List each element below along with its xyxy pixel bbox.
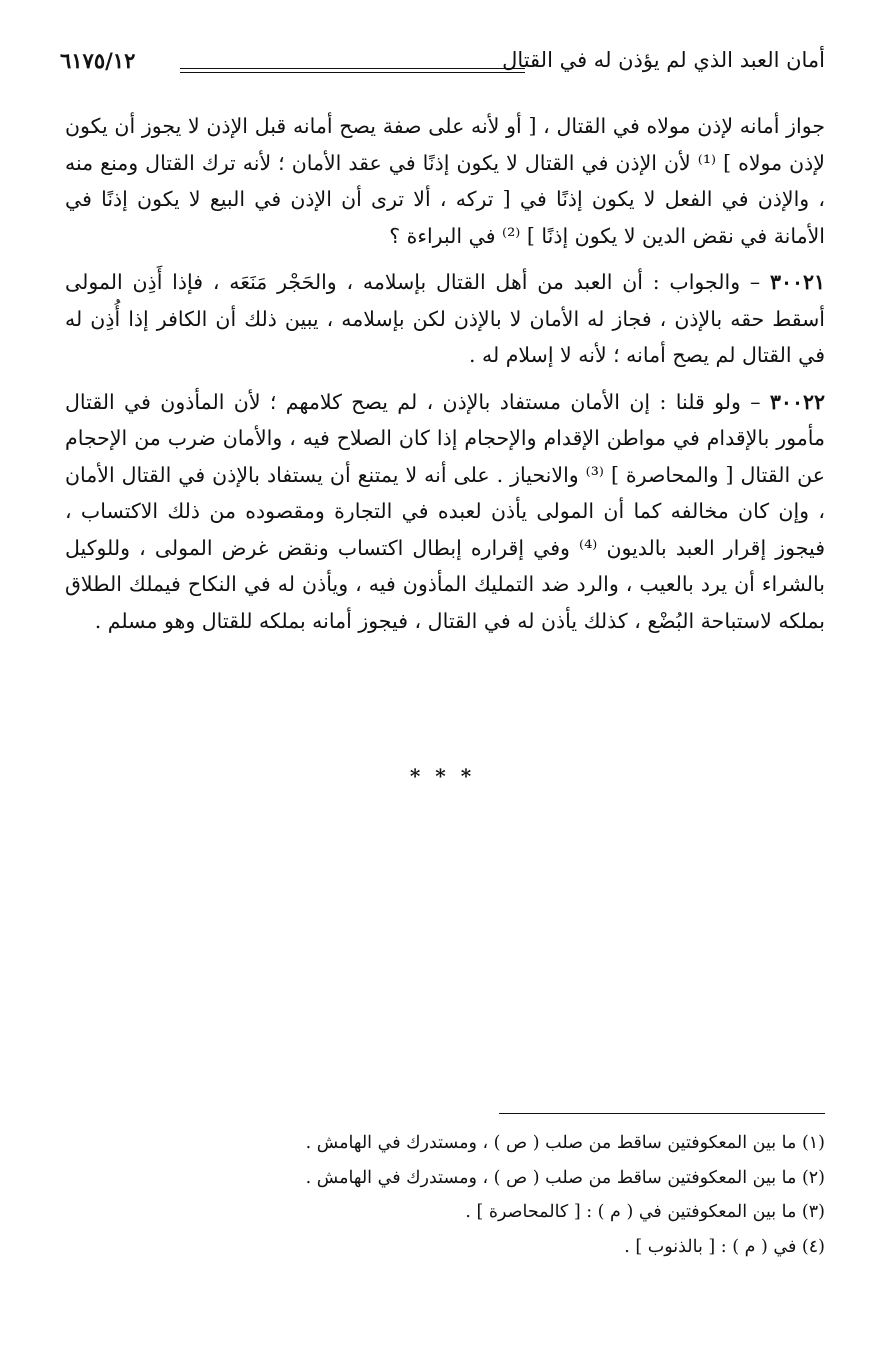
footnote: (٢) ما بين المعكوفتين ساقط من صلب ( ص ) ، ومستدرك في الهامش . [305,1167,825,1188]
section-separator: * * * [409,764,476,788]
paragraph [65,384,825,640]
main-text [65,108,825,649]
footnote: (٣) ما بين المعكوفتين في ( م ) : [ كالمحاصرة ] . [465,1202,825,1222]
paragraph-text: جواز أمانه لإذن مولاه في القتال ، [ أو لأنه على صفة يصح أمانه قبل الإذن لا يجوز أن يكون لإذن مولاه ] ⁽¹⁾ لأن الإذن في القتال لا يكون إذنًا في عقد الأمان ؛ لأنه ترك القتال ومنع منه ، والإذن في الفعل لا يكون إذنًا في [ تركه ، ألا ترى أن الإذن في البيع لا يكون إذنًا في الأمانة في نقض الدين لا يكون إذنًا ] ⁽²⁾ في البراءة ؟ [65,114,825,248]
page-number: ٦١٧٥/١٢ [60,48,136,73]
running-header [60,46,825,86]
footnotes [65,1126,825,1264]
paragraph [65,108,825,254]
paragraph-text: – ولو قلنا : إن الأمان مستفاد بالإذن ، لم يصح كلامهم ؛ لأن المأذون في القتال مأمور بالإقدام في مواطن الإقدام والإحجام إذا كان الصلاح فيه ، والأمان ضرب من الإحجام عن القتال [ والمحاصرة ] ⁽³⁾ والانحياز . على أنه لا يمتنع أن يستفاد بالإذن في القتال الأمان ، وإن كان مخالفه كما أن المولى يأذن لعبده في التجارة ومقصوده من ذلك الاكتساب ، فيجوز إقرار العبد بالديون ⁽⁴⁾ وفي إقراره إبطال اكتساب ونقض غرض المولى ، وللوكيل بالشراء أن يرد بالعيب ، والرد ضد التمليك المأذون فيه ، ويأذن له في النكاح فيملك الطلاق بملكه لاستباحة البُضْع ، كذلك يأذن له في القتال ، فيجوز أمانه بملكه للقتال وهو مسلم . [65,389,826,633]
paragraph-number: ٣٠٠٢٢ [769,389,825,414]
footnote: (٤) في ( م ) : [ بالذنوب ] . [624,1236,825,1257]
paragraph-number: ٣٠٠٢١ [769,270,825,294]
footnote: (١) ما بين المعكوفتين ساقط من صلب ( ص ) ، ومستدرك في الهامش . [305,1133,825,1153]
footnote-rule [499,1113,825,1114]
paragraph [65,264,825,374]
header-title: أمان العبد الذي لم يؤذن له في القتال [502,48,825,72]
header-rule [180,68,525,73]
paragraph-text: – والجواب : أن العبد من أهل القتال بإسلامه ، والحَجْر مَنَعَه ، فإذا أَذِن المولى أسقط حقه بالإذن ، فجاز له الأمان لا بالإذن لكن بإسلامه ، يبين ذلك أن الكافر إذا أُذِن له في القتال لم يصح أمانه ؛ لأنه لا إسلام له . [65,270,825,367]
